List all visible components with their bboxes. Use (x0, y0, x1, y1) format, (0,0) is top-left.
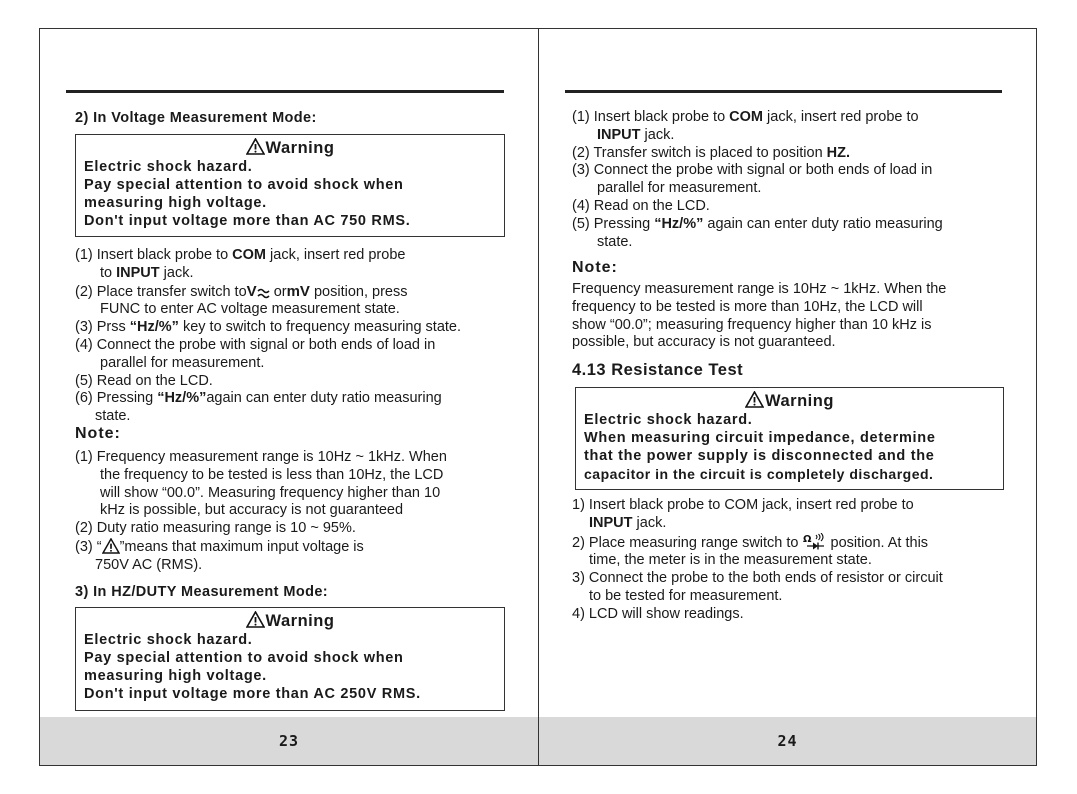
note-1-cont: the frequency to be tested is less than 10Hz, the LCD (100, 466, 444, 483)
warning-line: Electric shock hazard. (584, 412, 753, 428)
step-4: (4) Read on the LCD. (572, 197, 710, 214)
resistance-step-4: 4) LCD will show readings. (572, 605, 744, 622)
dc-millivolt-symbol: mV (286, 282, 310, 300)
resistance-step-2: 2) Place measuring range switch to Ω position. At this (572, 533, 929, 551)
note-1-cont: will show “00.0”. Measuring frequency higher than 10 (100, 484, 441, 501)
top-rule (66, 90, 504, 93)
note-line: show “00.0”; measuring frequency higher than 10 kHz is (572, 316, 932, 333)
step-5: (5) Pressing “Hz/%” again can enter duty ratio measuring (572, 215, 943, 232)
step-6-cont: state. (95, 408, 131, 425)
voltage-mode-title: 2) In Voltage Measurement Mode: (75, 110, 317, 126)
note-title: Note: (572, 259, 618, 276)
note-2: (2) Duty ratio measuring range is 10 ~ 95%. (75, 520, 356, 537)
page-footer (539, 717, 1036, 765)
warning-line: Pay special attention to avoid shock when (84, 650, 404, 666)
warning-line: that the power supply is disconnected and the (584, 448, 935, 464)
page-23 (40, 29, 539, 765)
note-3-cont: 750V AC (RMS). (95, 556, 203, 573)
note-line: frequency to be tested is more than 10Hz, the LCD will (572, 298, 923, 315)
resistance-step-3: 3) Connect the probe to the both ends of resistor or circuit (572, 570, 943, 587)
warning-title: Warning (584, 391, 995, 411)
voltage-notes (75, 449, 447, 575)
svg-text:Ω: Ω (802, 533, 812, 545)
warning-title: Warning (84, 611, 496, 631)
step-1-cont: to INPUT jack. (100, 264, 194, 281)
warning-line: capacitor in the circuit is completely discharged. (584, 466, 934, 482)
warning-line: When measuring circuit impedance, determine (584, 430, 936, 446)
step-2-cont: FUNC to enter AC voltage measurement state. (100, 301, 400, 318)
warning-line: Electric shock hazard. (84, 632, 253, 648)
note-3: (3) “ ”means that maximum input voltage is (75, 538, 364, 555)
warning-triangle-icon (246, 611, 265, 628)
note-title: Note: (75, 425, 121, 442)
note-line: Frequency measurement range is 10Hz ~ 1kHz. When the (572, 281, 947, 297)
step-5-cont: state. (597, 233, 633, 250)
warning-line: Electric shock hazard. (84, 159, 253, 175)
voltage-warning-box (75, 134, 505, 237)
step-6: (6) Pressing “Hz/%”again can enter duty ratio measuring (75, 390, 442, 407)
step-1-cont: INPUT jack. (597, 126, 675, 143)
hz-steps (572, 109, 943, 251)
resistance-step-3-cont: to be tested for measurement. (589, 587, 783, 604)
manual-spread (39, 28, 1037, 766)
warning-line: Pay special attention to avoid shock when (84, 177, 404, 193)
hz-mode-title: 3) In HZ/DUTY Measurement Mode: (75, 584, 329, 600)
hz-notes (572, 281, 946, 352)
note-1: (1) Frequency measurement range is 10Hz ~ 1kHz. When (75, 449, 447, 465)
ac-wave-icon (257, 287, 270, 299)
warning-title: Warning (84, 138, 496, 158)
page-number: 23 (278, 732, 300, 750)
resistance-step-2-cont: time, the meter is in the measurement state. (589, 552, 872, 569)
step-2: (2) Transfer switch is placed to position HZ. (572, 144, 851, 161)
page-number: 24 (777, 732, 798, 750)
page-24 (539, 29, 1036, 765)
warning-line: measuring high voltage. (84, 195, 267, 211)
warning-triangle-icon (745, 391, 764, 408)
step-3: (3) Prss “Hz/%” key to switch to frequency measuring state. (75, 319, 462, 336)
resistance-step-1: 1) Insert black probe to COM jack, insert red probe to (572, 497, 914, 513)
warning-line: measuring high voltage. (84, 668, 267, 684)
step-1: (1) Insert black probe to COM jack, insert red probe (75, 247, 406, 263)
step-2: (2) Place transfer switch toV ormV position, press (75, 282, 408, 300)
resistance-test-heading: 4.13 Resistance Test (572, 361, 744, 379)
warning-triangle-icon (102, 538, 120, 554)
step-4-cont: parallel for measurement. (100, 354, 265, 371)
top-rule (565, 90, 1002, 93)
step-4: (4) Connect the probe with signal or both ends of load in (75, 336, 436, 353)
note-1-cont: kHz is possible, but accuracy is not guaranteed (100, 502, 404, 519)
voltage-steps (75, 247, 461, 426)
warning-line: Don't input voltage more than AC 750 RMS. (84, 213, 411, 229)
step-5: (5) Read on the LCD. (75, 372, 213, 389)
note-line: possible, but accuracy is not guaranteed. (572, 334, 836, 351)
warning-line: Don't input voltage more than AC 250V RMS. (84, 686, 421, 702)
ac-voltage-symbol: V (247, 283, 270, 300)
step-1: (1) Insert black probe to COM jack, insert red probe to (572, 109, 919, 125)
hz-warning-box (75, 607, 505, 711)
resistance-steps (572, 497, 943, 624)
resistance-warning-box (575, 387, 1004, 490)
warning-triangle-icon (246, 138, 265, 155)
resistance-step-1-cont: INPUT jack. (589, 514, 667, 531)
step-3-cont: parallel for measurement. (597, 180, 762, 197)
page-footer (40, 717, 538, 765)
step-3: (3) Connect the probe with signal or both ends of load in (572, 162, 933, 179)
ohm-diode-continuity-icon (803, 533, 827, 550)
